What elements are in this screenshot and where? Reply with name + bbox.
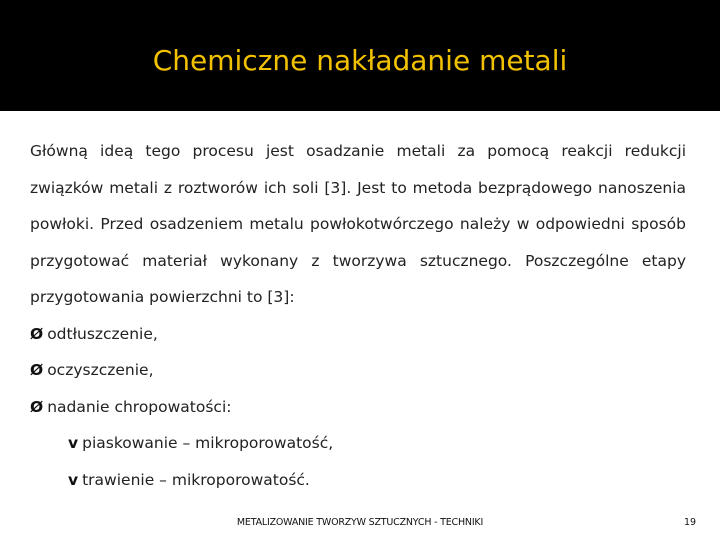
slide-title: Chemiczne nakładanie metali (152, 44, 568, 77)
subbullet-text: trawienie – mikroporowatość. (82, 470, 310, 489)
slide-footer: METALIZOWANIE TWORZYW SZTUCZNYCH - TECHNIKI (236, 517, 484, 528)
diamond-bullet-icon: v (68, 470, 79, 489)
subbullet-item (30, 462, 686, 499)
arrow-bullet-icon: Ø (30, 397, 44, 416)
subbullet-text: piaskowanie – mikroporowatość, (82, 434, 334, 452)
title-bar (0, 0, 720, 111)
arrow-bullet-icon: Ø (30, 361, 44, 379)
body-paragraph: Główną ideą tego procesu jest osadzanie metali za pomocą reakcji redukcji związków metali z roztworów ich soli [3]. Jest to metoda bezprądowego nanoszenia powłoki. Przed osadzeniem metalu powłokotwórczego należy w odpowiedni sposób przygotować materiał wykonany z tworzywa sztucznego. Poszczególne etapy przygotowania powierzchni to [3]: (30, 142, 686, 306)
arrow-bullet-icon: Ø (30, 324, 44, 343)
page-number: 19 (684, 517, 697, 528)
diamond-bullet-icon: v (68, 434, 79, 452)
bullet-text: nadanie chropowatości: (47, 397, 232, 416)
bullet-item (30, 389, 686, 426)
bullet-item (30, 352, 686, 389)
bullet-text: odtłuszczenie, (47, 324, 158, 343)
bullet-text: oczyszczenie, (47, 361, 154, 379)
bullet-item (30, 316, 686, 353)
slide-content (30, 133, 686, 498)
subbullet-item (30, 425, 686, 462)
